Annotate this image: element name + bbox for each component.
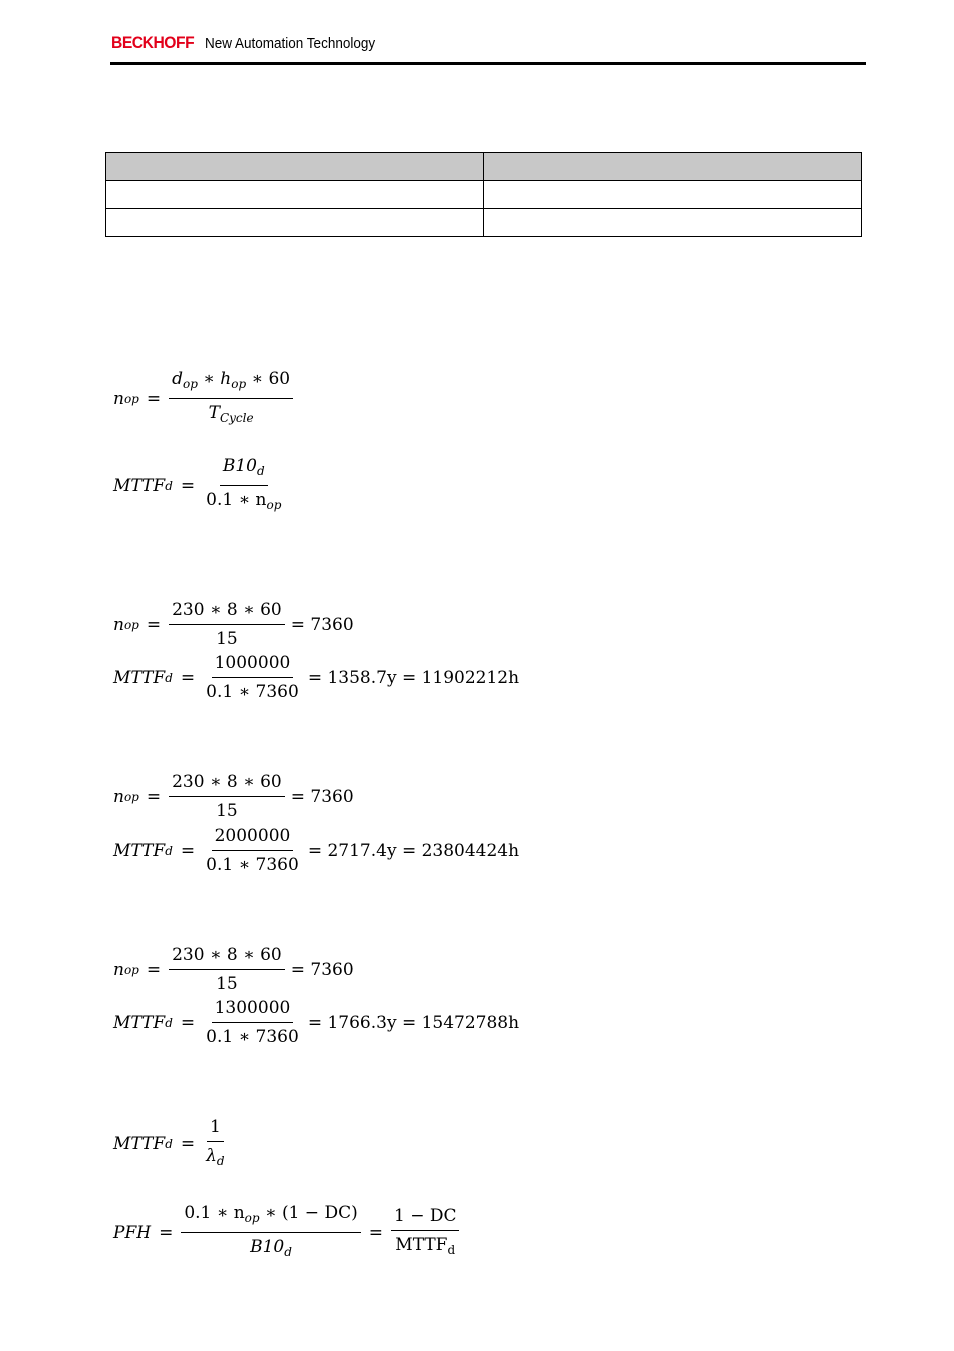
page-header — [111, 33, 394, 53]
table-cell — [106, 209, 484, 237]
formula-mttf-general: MTTF d = $\frac{B10_d}{0.1 ∗ n_{op}}$ — [113, 456, 282, 512]
header-rule — [110, 62, 866, 65]
formula-ex1-mttf: MTTF d = $\frac{1000000}{0.1 ∗ 7360}$ = 1358.7y = 11902212h — [113, 653, 520, 702]
formula-mttf-lambda: MTTF d = $\frac{1}{\lambda_d}$ — [113, 1117, 225, 1168]
empty-table — [105, 152, 862, 237]
table-row — [106, 209, 862, 237]
table-header-cell — [106, 153, 484, 181]
formula-ex2-nop: n op = $\frac{230 ∗ 8 ∗ 60}{15}$ = 7360 — [113, 772, 354, 821]
table-cell — [484, 209, 862, 237]
table-cell — [106, 181, 484, 209]
header-tagline: New Automation Technology — [205, 35, 376, 52]
formula-pfh: PFH = $\frac{0.1 ∗ n_{op} ∗ (1 - DC)}{B10_d}$ = $\frac{1 - DC}{MTTF_d}$ — [113, 1202, 459, 1263]
table-header-row — [106, 153, 862, 181]
formula-ex3-mttf: MTTF d = $\frac{1300000}{0.1 ∗ 7360}$ = 1766.3y = 15472788h — [113, 998, 520, 1047]
formula-nop-general: n op = $\frac{d_{op} ∗ h_{op} ∗ 60}{T_{Cycle}}$ — [113, 368, 293, 429]
formula-ex1-nop: n op = $\frac{230 ∗ 8 ∗ 60}{15}$ = 7360 — [113, 600, 354, 649]
table-cell — [484, 181, 862, 209]
beckhoff-logo: BECKHOFF — [111, 33, 195, 52]
table-header-cell — [484, 153, 862, 181]
formula-ex2-mttf: MTTF d = $\frac{2000000}{0.1 ∗ 7360}$ = 2717.4y = 23804424h — [113, 826, 520, 875]
table-row — [106, 181, 862, 209]
formula-ex3-nop: n op = $\frac{230 ∗ 8 ∗ 60}{15}$ = 7360 — [113, 945, 354, 994]
